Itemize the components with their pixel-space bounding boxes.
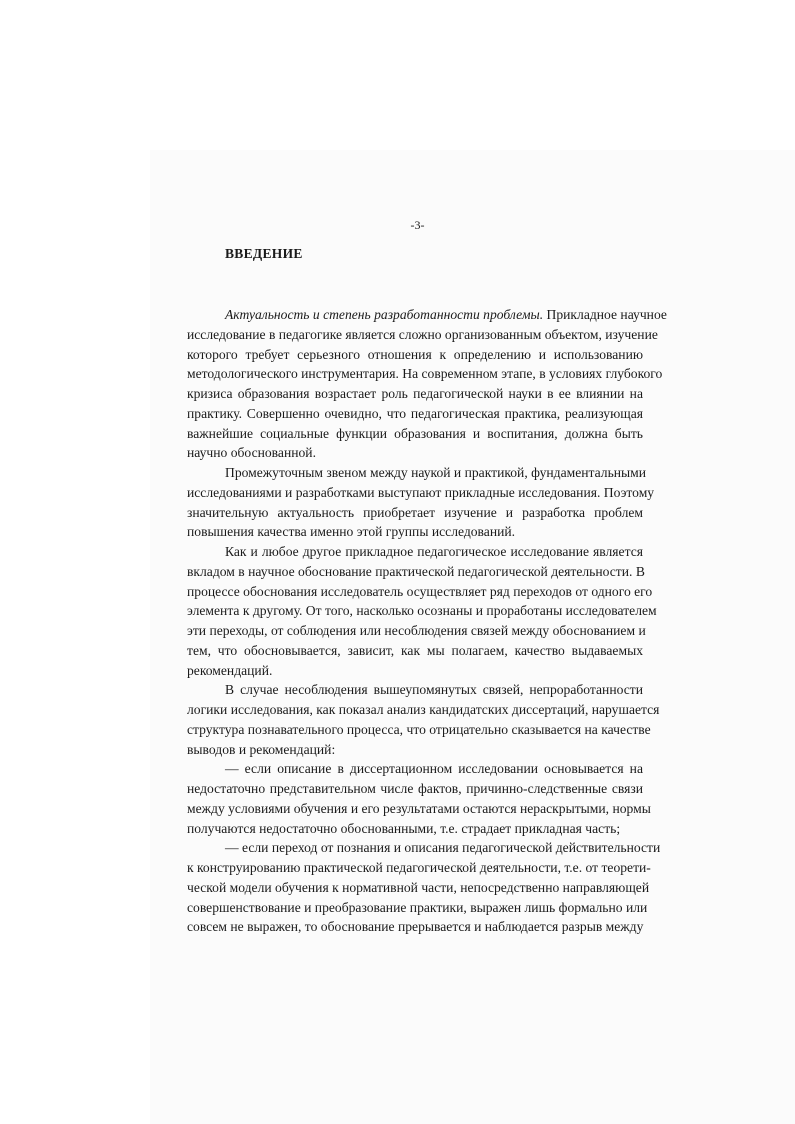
text-line: повышения качества именно этой группы исследований. — [187, 524, 516, 540]
text-line: совершенствование и преобразование практики, выражен лишь формально или — [187, 899, 648, 915]
text-line: научно обоснованной. — [187, 445, 316, 461]
section-heading: ВВЕДЕНИЕ — [225, 246, 303, 261]
text-line: получаются недостаточно обоснованными, т.е. страдает прикладная часть; — [187, 820, 621, 836]
text-line: — если описание в диссертационном исследовании основывается на — [225, 761, 643, 777]
text-line: исследование в педагогике является сложно организованным объектом, изучение — [187, 326, 658, 342]
text-line: совсем не выражен, то обоснование прерывается и наблюдается разрыв между — [187, 919, 644, 935]
paragraph — [187, 305, 667, 463]
text-line: методологического инструментария. На современном этапе, в условиях глубокого — [187, 366, 663, 382]
paragraph — [187, 838, 661, 937]
paragraph — [187, 680, 660, 759]
text-line: тем, что обосновывается, зависит, как мы полагаем, качество выдаваемых — [187, 642, 643, 658]
text-line: эти переходы, от соблюдения или несоблюдения связей между обоснованием и — [187, 623, 646, 638]
paragraph — [187, 463, 655, 542]
paragraph — [187, 542, 657, 680]
text-line: В случае несоблюдения вышеупомянутых связей, непроработанности — [225, 682, 643, 698]
paragraph — [187, 759, 651, 838]
text-line: логики исследования, как показал анализ кандидатских диссертаций, нарушается — [187, 702, 660, 717]
text-line: — если переход от познания и описания педагогической действительности — [225, 840, 661, 856]
text-line: структура познавательного процесса, что отрицательно сказывается на качестве — [187, 721, 651, 737]
text-line: Промежуточным звеном между наукой и практикой, фундаментальными — [225, 465, 647, 480]
text-line: элемента к другому. От того, насколько осознаны и проработаны исследователем — [187, 603, 657, 619]
text-line: процессе обоснования исследователь осуществляет ряд переходов от одного его — [187, 583, 653, 599]
text-line: между условиями обучения и его результатами остаются нераскрытыми, нормы — [187, 800, 651, 816]
text-line: Актуальность и степень разработанности проблемы. Прикладное научное — [225, 307, 667, 322]
text-line: недостаточно представительном числе фактов, причинно-следственные связи — [187, 781, 643, 796]
text-line: кризиса образования возрастает роль педагогической науки в ее влиянии на — [187, 386, 643, 401]
page-number: -3- — [410, 218, 425, 232]
text-line: Как и любое другое прикладное педагогическое исследование является — [225, 544, 643, 559]
text-line: важнейшие социальные функции образования и воспитания, должна быть — [187, 425, 643, 441]
text-line: исследованиями и разработками выступают прикладные исследования. Поэтому — [187, 484, 655, 500]
text-line: рекомендаций. — [187, 662, 273, 678]
text-line: ческой модели обучения к нормативной части, непосредственно направляющей — [187, 879, 650, 895]
italic-lead: Актуальность и степень разработанности проблемы. — [225, 307, 544, 322]
text-line: практику. Совершенно очевидно, что педагогическая практика, реализующая — [187, 405, 643, 421]
document-body — [187, 305, 667, 937]
text-line: к конструированию практической педагогической деятельности, т.е. от теорети- — [187, 860, 651, 875]
text-line: вкладом в научное обоснование практической педагогической деятельности. В — [187, 563, 645, 579]
text-line: значительную актуальность приобретает изучение и разработка проблем — [187, 504, 643, 520]
text-line: которого требует серьезного отношения к определению и использованию — [187, 346, 643, 362]
text-line: выводов и рекомендаций: — [187, 741, 336, 757]
